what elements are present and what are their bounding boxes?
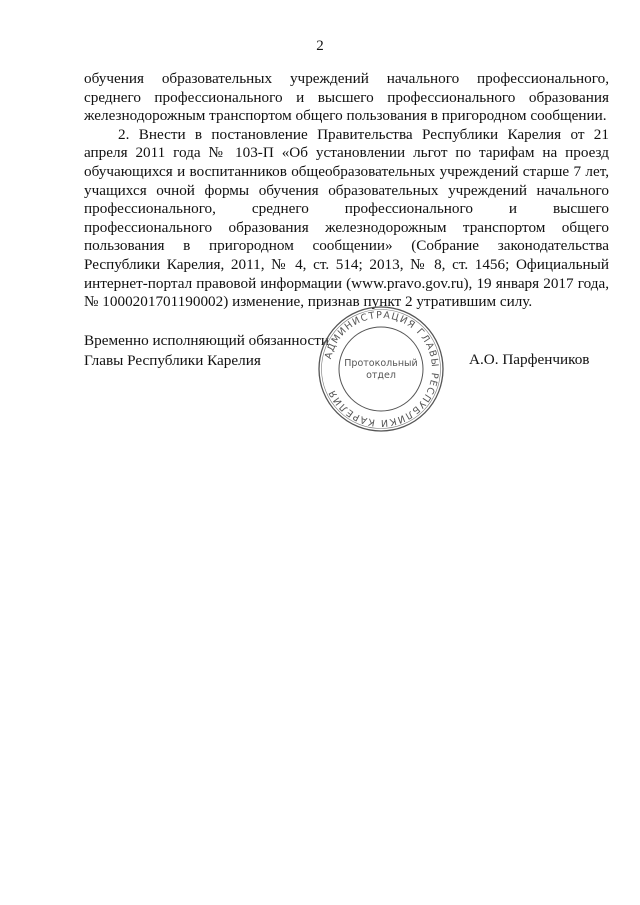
seal-inner-ring: [339, 327, 423, 411]
seal-outer-ring: [319, 307, 443, 431]
seal-center-line-2: отдел: [366, 370, 396, 381]
seal-ring-text: АДМИНИСТРАЦИЯ ГЛАВЫ РЕСПУБЛИКИ КАРЕЛИЯ: [323, 309, 441, 429]
page-number: 2: [316, 38, 324, 54]
paragraph-item-2: 2. Внести в постановление Правительства Республики Карелия от 21 апреля 2011 года № 103-П «Об установлении льгот по тарифам на проезд обучающихся и воспитанников общеобразовательных учреждений старше 7 лет, учащихся очной формы обучения образовательных учреждений начального профессионального, среднего профессионального и высшего профессионального образования железнодорожным транспортом общего пользования в пригородном сообщении» (Собрание законодательства Республики Карелия, 2011, № 4, ст. 514; 2013, № 8, ст. 1456; Официальный интернет-портал правовой информации (www.pravo.gov.ru), 19 января 2017 года, № 1000201701190002) изменение, признав пункт 2 утратившим силу.: [84, 125, 609, 311]
signatory-name: А.О. Парфенчиков: [469, 351, 590, 368]
document-body: [84, 70, 609, 312]
official-seal-stamp: [316, 304, 446, 434]
signatory-position-line-1: Временно исполняющий обязанности: [84, 332, 330, 349]
seal-center-line-1: Протокольный: [344, 358, 418, 369]
signatory-position: [84, 331, 329, 371]
paragraph-continuation: обучения образовательных учреждений начального профессионального, среднего профессионального и высшего профессионального образования железнодорожным транспортом общего пользования в пригородном сообщении.: [84, 70, 609, 125]
signatory-position-line-2: Главы Республики Карелия: [84, 352, 261, 369]
